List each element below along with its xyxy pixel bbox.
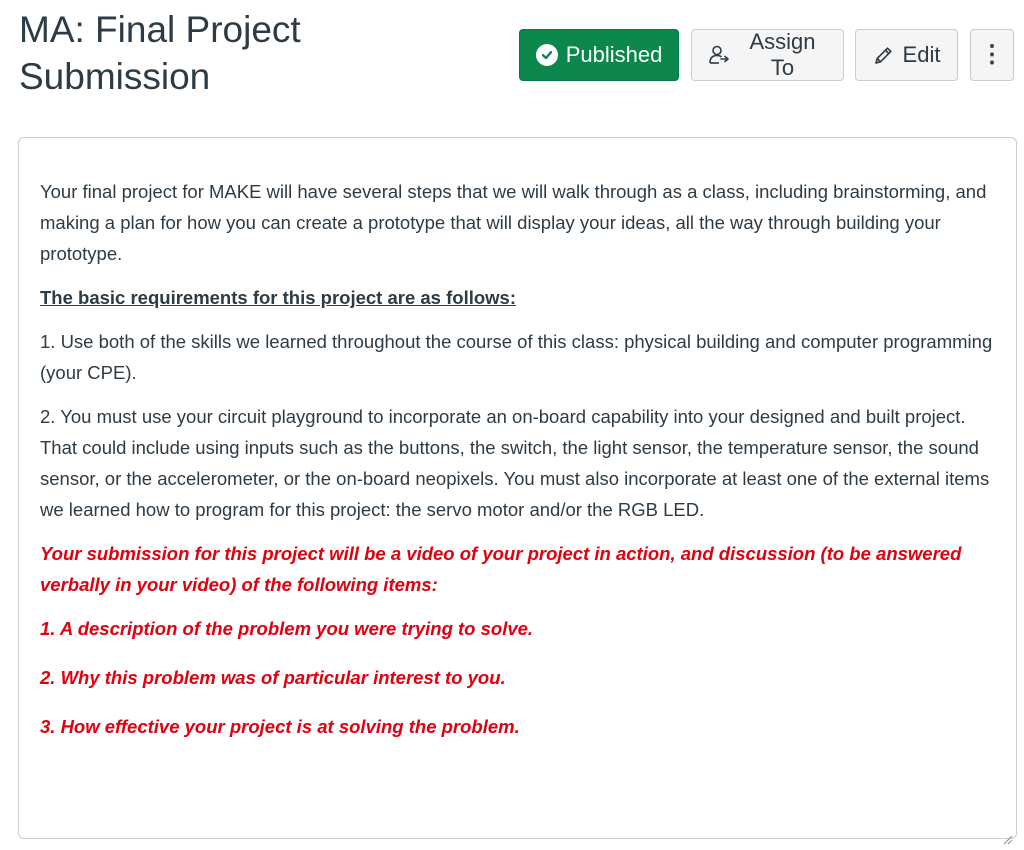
check-circle-icon xyxy=(536,44,558,66)
published-label: Published xyxy=(565,42,663,67)
page-title: MA: Final Project Submission xyxy=(19,9,301,97)
pencil-icon xyxy=(873,44,895,66)
assignment-description xyxy=(18,137,1017,839)
header-actions xyxy=(519,29,1014,81)
published-button[interactable] xyxy=(519,29,679,81)
description-intro: Your final project for MAKE will have several steps that we will walk through as a class, including brainstorming, and making a plan for how you can create a prototype that will display your ideas, all the way through building your prototype. xyxy=(40,181,987,264)
submission-note: Your submission for this project will be a video of your project in action, and discussion (to be answered verbally in your video) of the following items: xyxy=(40,543,962,595)
submission-item: 1. A description of the problem you were trying to solve. xyxy=(40,618,534,639)
kebab-menu-icon: ⋮ xyxy=(980,41,1004,68)
more-options-button[interactable] xyxy=(970,29,1014,81)
submission-item: 3. How effective your project is at solving the problem. xyxy=(40,716,520,737)
requirement-item: 2. You must use your circuit playground to incorporate an on-board capability into your designed and built project. That could include using inputs such as the buttons, the switch, the light sensor, the temperature sensor, the sound sensor, or the accelerometer, or the on-board neopixels. You must also incorporate at least one of the external items we learned how to program for this project: the servo motor and/or the RGB LED. xyxy=(40,406,990,520)
resize-handle-icon[interactable] xyxy=(1001,823,1013,835)
assign-to-button[interactable] xyxy=(691,29,844,81)
edit-label: Edit xyxy=(902,42,941,67)
assign-to-label: Assign To xyxy=(749,29,816,80)
submission-item: 2. Why this problem was of particular interest to you. xyxy=(40,667,506,688)
user-assign-icon xyxy=(708,44,730,66)
requirements-heading: The basic requirements for this project are as follows: xyxy=(40,287,516,308)
edit-button[interactable] xyxy=(855,29,958,81)
requirement-item: 1. Use both of the skills we learned throughout the course of this class: physical building and computer programming (your CPE). xyxy=(40,331,993,383)
